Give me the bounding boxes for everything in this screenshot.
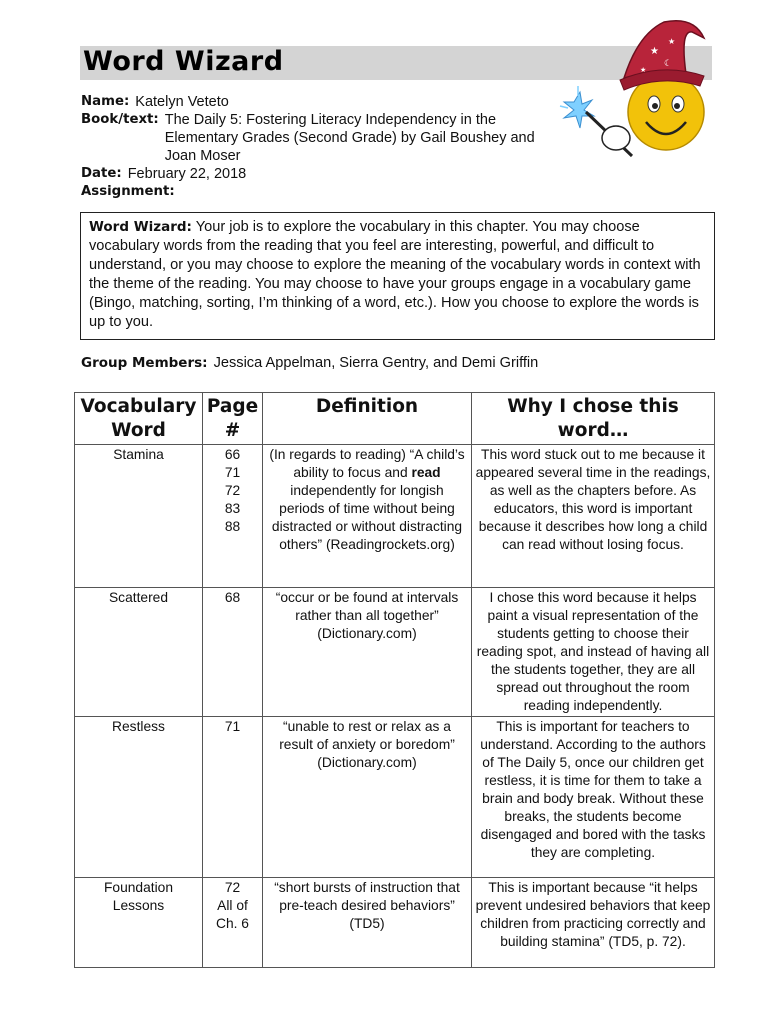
definition-cell: “short bursts of instruction that pre-teach desired behaviors” (TD5) — [263, 878, 472, 968]
table-row — [75, 588, 715, 717]
glove-icon — [602, 126, 630, 150]
why-cell: This is important for teachers to understand. According to the authors of The Daily 5, once our children get restless, it is time for them to take a brain and body break. Without these breaks, the students become disengaged and bored with the tasks they are completing. — [472, 717, 715, 878]
date-value: February 22, 2018 — [127, 166, 247, 182]
page-title: Word Wizard — [83, 46, 284, 77]
assignment-box-text: Your job is to explore the vocabulary in this chapter. You may choose vocabulary words from the reading that you feel are interesting, powerful, and difficult to understand, or you may choose to explore the meaning of the vocabulary words in context with the theme of the reading. You may choose to have your groups engage in a vocabulary game (Bingo, matching, sorting, I’m thinking of a word, etc.). How you choose to explore the words is up to you. — [89, 219, 701, 330]
date-label: Date: — [81, 166, 122, 181]
why-cell: This word stuck out to me because it appeared several time in the readings, as well as the chapters before. As educators, this word is important because it describes how long a child can read without losing focus. — [472, 445, 715, 588]
group-members-names: Jessica Appelman, Sierra Gentry, and Demi Griffin — [213, 355, 539, 371]
table-row — [75, 445, 715, 588]
page-cell — [203, 717, 263, 878]
assignment-box — [80, 212, 715, 340]
date-row — [81, 165, 561, 183]
page-number: 66 — [224, 447, 241, 462]
wizard-smiley-icon — [554, 16, 714, 164]
wizard-hat-icon — [624, 21, 704, 78]
table-row — [75, 717, 715, 878]
group-members — [81, 355, 538, 371]
definition-bold: read — [411, 465, 441, 480]
svg-text:★: ★ — [668, 37, 676, 46]
definition-cell: “unable to rest or relax as a result of anxiety or boredom” (Dictionary.com) — [263, 717, 472, 878]
page-cell — [203, 588, 263, 717]
svg-text:★: ★ — [650, 46, 659, 57]
definition-cell — [263, 445, 472, 588]
name-row — [81, 93, 561, 111]
name-value: Katelyn Veteto — [135, 94, 229, 110]
header-why: Why I chose this word… — [472, 393, 715, 445]
header-page: Page # — [203, 393, 263, 445]
book-row — [81, 111, 561, 165]
page-number: 72 — [224, 483, 241, 498]
word-cell: Scattered — [75, 588, 203, 717]
book-value: The Daily 5: Fostering Literacy Independency in the Elementary Grades (Second Grade) by Gail Boushey and Joan Moser — [164, 112, 535, 164]
why-cell: This is important because “it helps prevent undesired behaviors that keep children from practicing correctly and building stamina” (TD5, p. 72). — [472, 878, 715, 968]
smiley-face-icon — [628, 74, 704, 150]
page-cell — [203, 878, 263, 968]
page-number: 68 — [224, 590, 241, 605]
page-number: 88 — [224, 519, 241, 534]
svg-text:★: ★ — [640, 66, 647, 74]
svg-text:☾: ☾ — [664, 59, 673, 69]
document-meta — [81, 93, 561, 201]
header-definition: Definition — [263, 393, 472, 445]
assignment-label: Assignment: — [81, 184, 175, 199]
page-number: 72 — [224, 880, 241, 895]
page-number: 83 — [224, 501, 241, 516]
table-row — [75, 878, 715, 968]
book-label: Book/text: — [81, 112, 159, 127]
word-cell: Restless — [75, 717, 203, 878]
definition-text: (In regards to reading) “A child’s ability to focus and — [269, 447, 465, 480]
assignment-row — [81, 183, 561, 201]
page-number: All of — [217, 898, 248, 913]
page-number: 71 — [224, 465, 241, 480]
header-word: Vocabulary Word — [75, 393, 203, 445]
page-number: Ch. 6 — [216, 916, 249, 931]
assignment-box-label: Word Wizard: — [89, 219, 192, 235]
vocabulary-table — [74, 392, 715, 968]
definition-cell: “occur or be found at intervals rather than all together” (Dictionary.com) — [263, 588, 472, 717]
group-members-label: Group Members: — [81, 355, 208, 371]
word-cell: Foundation Lessons — [75, 878, 203, 968]
page-number: 71 — [224, 719, 241, 734]
name-label: Name: — [81, 94, 130, 109]
page-cell — [203, 445, 263, 588]
table-header-row — [75, 393, 715, 445]
definition-text-end: independently for longish periods of time without being distracted or without distracting others” (Readingrockets.org) — [271, 483, 463, 552]
wand-sparkle-icon — [560, 86, 594, 128]
word-cell: Stamina — [75, 445, 203, 588]
why-cell: I chose this word because it helps paint a visual representation of the students getting to choose their reading spot, and instead of having all the students together, they are all spread out throughout the room reading independently. — [472, 588, 715, 717]
